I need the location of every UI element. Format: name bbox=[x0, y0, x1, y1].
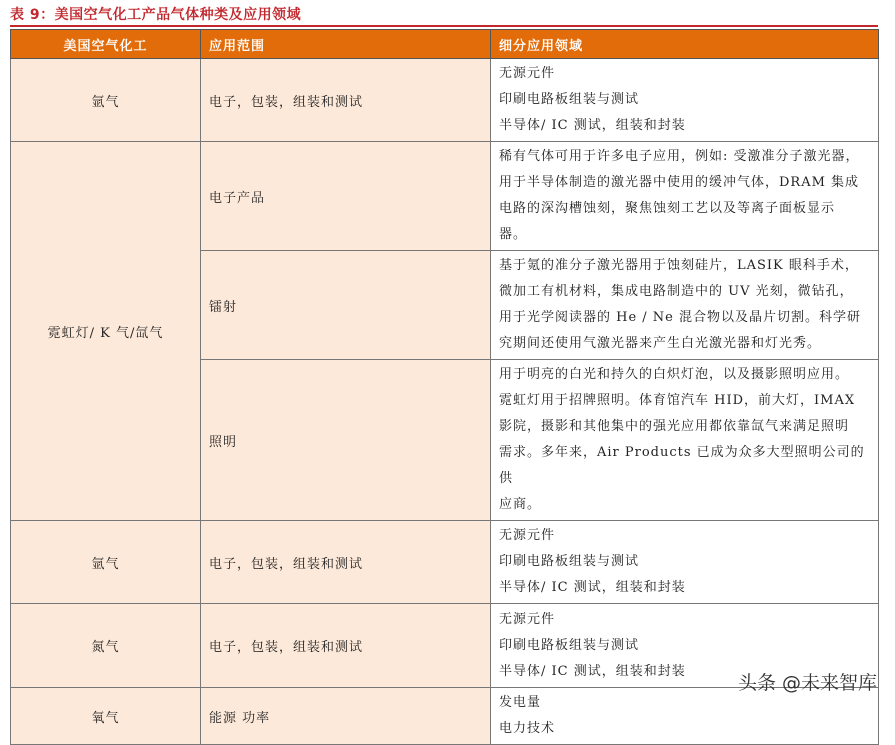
detail-line: 发电量 bbox=[499, 695, 542, 710]
detail-line: 影院，摄影和其他集中的强光应用都依靠氙气来满足照明 bbox=[499, 419, 850, 434]
detail-line: 用于明亮的白光和持久的白炽灯泡，以及摄影照明应用。 bbox=[499, 367, 850, 382]
usage-cell: 电子产品 bbox=[201, 142, 491, 251]
table-row bbox=[11, 59, 879, 142]
detail-line: 无源元件 bbox=[499, 528, 556, 543]
table-title: 表 9：美国空气化工产品气体种类及应用领域 bbox=[10, 7, 302, 23]
table-row bbox=[11, 521, 879, 604]
gas-name-cell: 氧气 bbox=[11, 688, 201, 745]
detail-line: 霓虹灯用于招牌照明。体育馆汽车 HID，前大灯，IMAX bbox=[499, 393, 856, 408]
gas-application-table bbox=[10, 29, 879, 745]
detail-line: 稀有气体可用于许多电子应用，例如: 受激准分子激光器， bbox=[499, 149, 860, 164]
detail-line: 半导体/ IC 测试，组装和封装 bbox=[499, 118, 686, 133]
detail-line: 用于光学阅读器的 He / Ne 混合物以及晶片切割。科学研 bbox=[499, 310, 862, 325]
usage-cell: 镭射 bbox=[201, 251, 491, 360]
watermark: 头条 @未来智库 bbox=[737, 672, 877, 694]
detail-cell bbox=[491, 59, 879, 142]
detail-line: 印刷电路板组装与测试 bbox=[499, 554, 640, 569]
detail-cell bbox=[491, 360, 879, 521]
header-company: 美国空气化工 bbox=[11, 30, 201, 59]
gas-name-cell: 氩气 bbox=[11, 521, 201, 604]
detail-line: 器。 bbox=[499, 227, 528, 242]
detail-line: 半导体/ IC 测试，组装和封装 bbox=[499, 663, 686, 679]
usage-cell: 照明 bbox=[201, 360, 491, 521]
detail-line: 电力技术 bbox=[499, 721, 556, 736]
usage-cell: 电子，包装，组装和测试 bbox=[201, 521, 491, 604]
detail-line: 用于半导体制造的激光器中使用的缓冲气体，DRAM 集成 bbox=[499, 175, 860, 190]
usage-cell: 能源 功率 bbox=[201, 688, 491, 745]
detail-line: 微加工有机材料，集成电路制造中的 UV 光刻，微钻孔， bbox=[499, 284, 854, 299]
table-header-row bbox=[11, 30, 879, 59]
usage-cell: 电子，包装，组装和测试 bbox=[201, 604, 491, 688]
table-row bbox=[11, 688, 879, 745]
gas-name-cell: 氩气 bbox=[11, 59, 201, 142]
table-row bbox=[11, 142, 879, 251]
gas-name-cell: 氮气 bbox=[11, 604, 201, 688]
detail-line: 印刷电路板组装与测试 bbox=[499, 92, 640, 107]
header-scope: 应用范围 bbox=[201, 30, 491, 59]
header-detail: 细分应用领域 bbox=[491, 30, 879, 59]
detail-line: 基于氪的准分子激光器用于蚀刻硅片，LASIK 眼科手术， bbox=[499, 258, 859, 273]
detail-line: 电路的深沟槽蚀刻，聚焦蚀刻工艺以及等离子面板显示 bbox=[499, 201, 836, 216]
detail-line: 究期间还使用气激光器来产生白光激光器和灯光秀。 bbox=[499, 336, 822, 351]
usage-cell: 电子，包装，组装和测试 bbox=[201, 59, 491, 142]
detail-cell bbox=[491, 521, 879, 604]
detail-line: 应商。 bbox=[499, 497, 542, 512]
detail-line: 印刷电路板组装与测试 bbox=[499, 637, 640, 653]
detail-line: 需求。多年来，Air Products 已成为众多大型照明公司的供 bbox=[499, 445, 865, 486]
detail-cell bbox=[491, 688, 879, 745]
detail-cell bbox=[491, 142, 879, 251]
detail-line: 无源元件 bbox=[499, 66, 556, 81]
title-underline bbox=[10, 25, 878, 27]
detail-cell bbox=[491, 251, 879, 360]
detail-line: 半导体/ IC 测试，组装和封装 bbox=[499, 580, 686, 595]
detail-line: 无源元件 bbox=[499, 611, 556, 627]
gas-name-cell: 霓虹灯/ K 气/氙气 bbox=[11, 142, 201, 521]
